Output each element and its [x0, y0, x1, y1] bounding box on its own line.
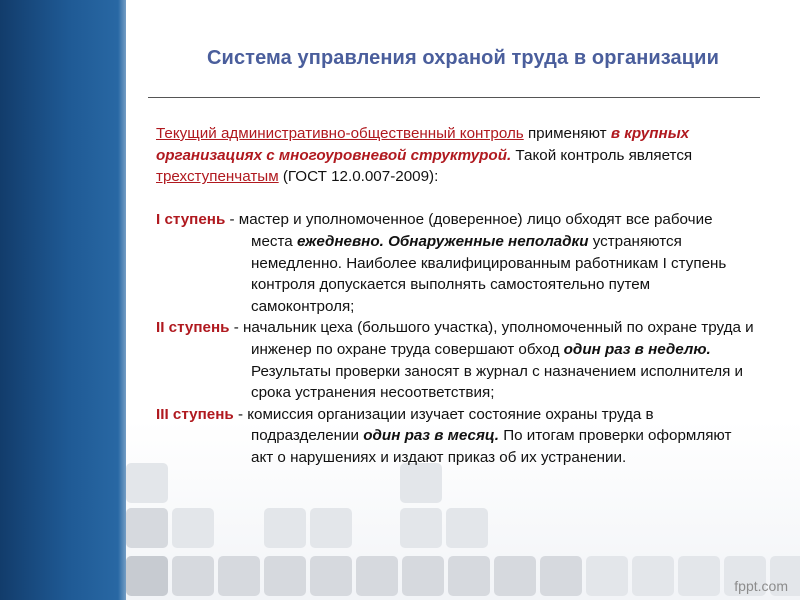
intro-term: трехступенчатым — [156, 168, 279, 186]
decor-tile — [172, 556, 214, 596]
decor-tile — [264, 556, 306, 596]
stage-1-paragraph — [156, 209, 756, 317]
band-edge-highlight — [118, 0, 126, 600]
decor-tile — [172, 508, 214, 548]
intro-paragraph — [156, 123, 756, 188]
stage-3-paragraph — [156, 404, 756, 469]
stage-3-emphasis: один раз в месяц. — [363, 427, 499, 445]
intro-text: применяют — [523, 125, 611, 142]
slide-body — [156, 123, 756, 469]
stage-1-label: I ступень — [156, 211, 226, 229]
intro-emphasis: в крупных организациях с многоуровневой структурой. — [156, 125, 690, 164]
intro-text: (ГОСТ 12.0.007-2009): — [278, 168, 439, 186]
stage-2-paragraph — [156, 317, 756, 403]
decor-tile — [540, 556, 582, 596]
stage-3-text: По итогам проверки оформляют акт о нарушениях и издают приказ об их устранении. — [251, 427, 732, 466]
decor-tile — [402, 556, 444, 596]
decor-tile — [446, 508, 488, 548]
decor-tile — [126, 463, 168, 503]
footer-brand: fppt.com — [734, 578, 788, 594]
decor-tile — [126, 508, 168, 548]
stage-3-label: III ступень — [156, 405, 234, 423]
decor-tile — [310, 508, 352, 548]
decor-tile — [218, 556, 260, 596]
slide-title: Система управления охраной труда в организации — [207, 47, 719, 69]
stage-2-text: - начальник цеха (большого участка), уполномоченный по охране труда и инженер по охране труда совершают обход — [229, 319, 754, 358]
decor-tile — [586, 556, 628, 596]
decor-tile — [632, 556, 674, 596]
intro-text: Такой контроль является — [511, 146, 693, 164]
decor-tile — [126, 556, 168, 596]
slide-area — [126, 0, 800, 600]
decor-tile — [264, 508, 306, 548]
decor-tile — [400, 508, 442, 548]
intro-term: Текущий административно-общественный контроль — [156, 125, 524, 142]
decor-tile — [310, 556, 352, 596]
decor-tile — [678, 556, 720, 596]
stage-1-emphasis: ежедневно. Обнаруженные неполадки — [296, 232, 589, 250]
decor-tile — [494, 556, 536, 596]
title-divider — [148, 97, 760, 98]
stage-3-text: - комиссия организации изучает состояние охраны труда в подразделении — [233, 405, 654, 445]
decor-tile — [356, 556, 398, 596]
stage-2-text: Результаты проверки заносят в журнал с назначением исполнителя и срока устранения несоответствия; — [251, 362, 744, 402]
stage-1-text: устраняются немедленно. Наиболее квалифицированным работникам I ступень контроля допускается выполнять самостоятельно путем самоконтроля; — [251, 232, 727, 315]
decor-tile — [400, 463, 442, 503]
stage-1-text: - мастер и уполномоченное (доверенное) лицо обходят все рабочие места — [225, 211, 713, 250]
stage-2-label: II ступень — [156, 319, 230, 337]
decor-tile — [448, 556, 490, 596]
stage-2-emphasis: один раз в неделю. — [563, 340, 711, 358]
left-decorative-band — [0, 0, 126, 600]
